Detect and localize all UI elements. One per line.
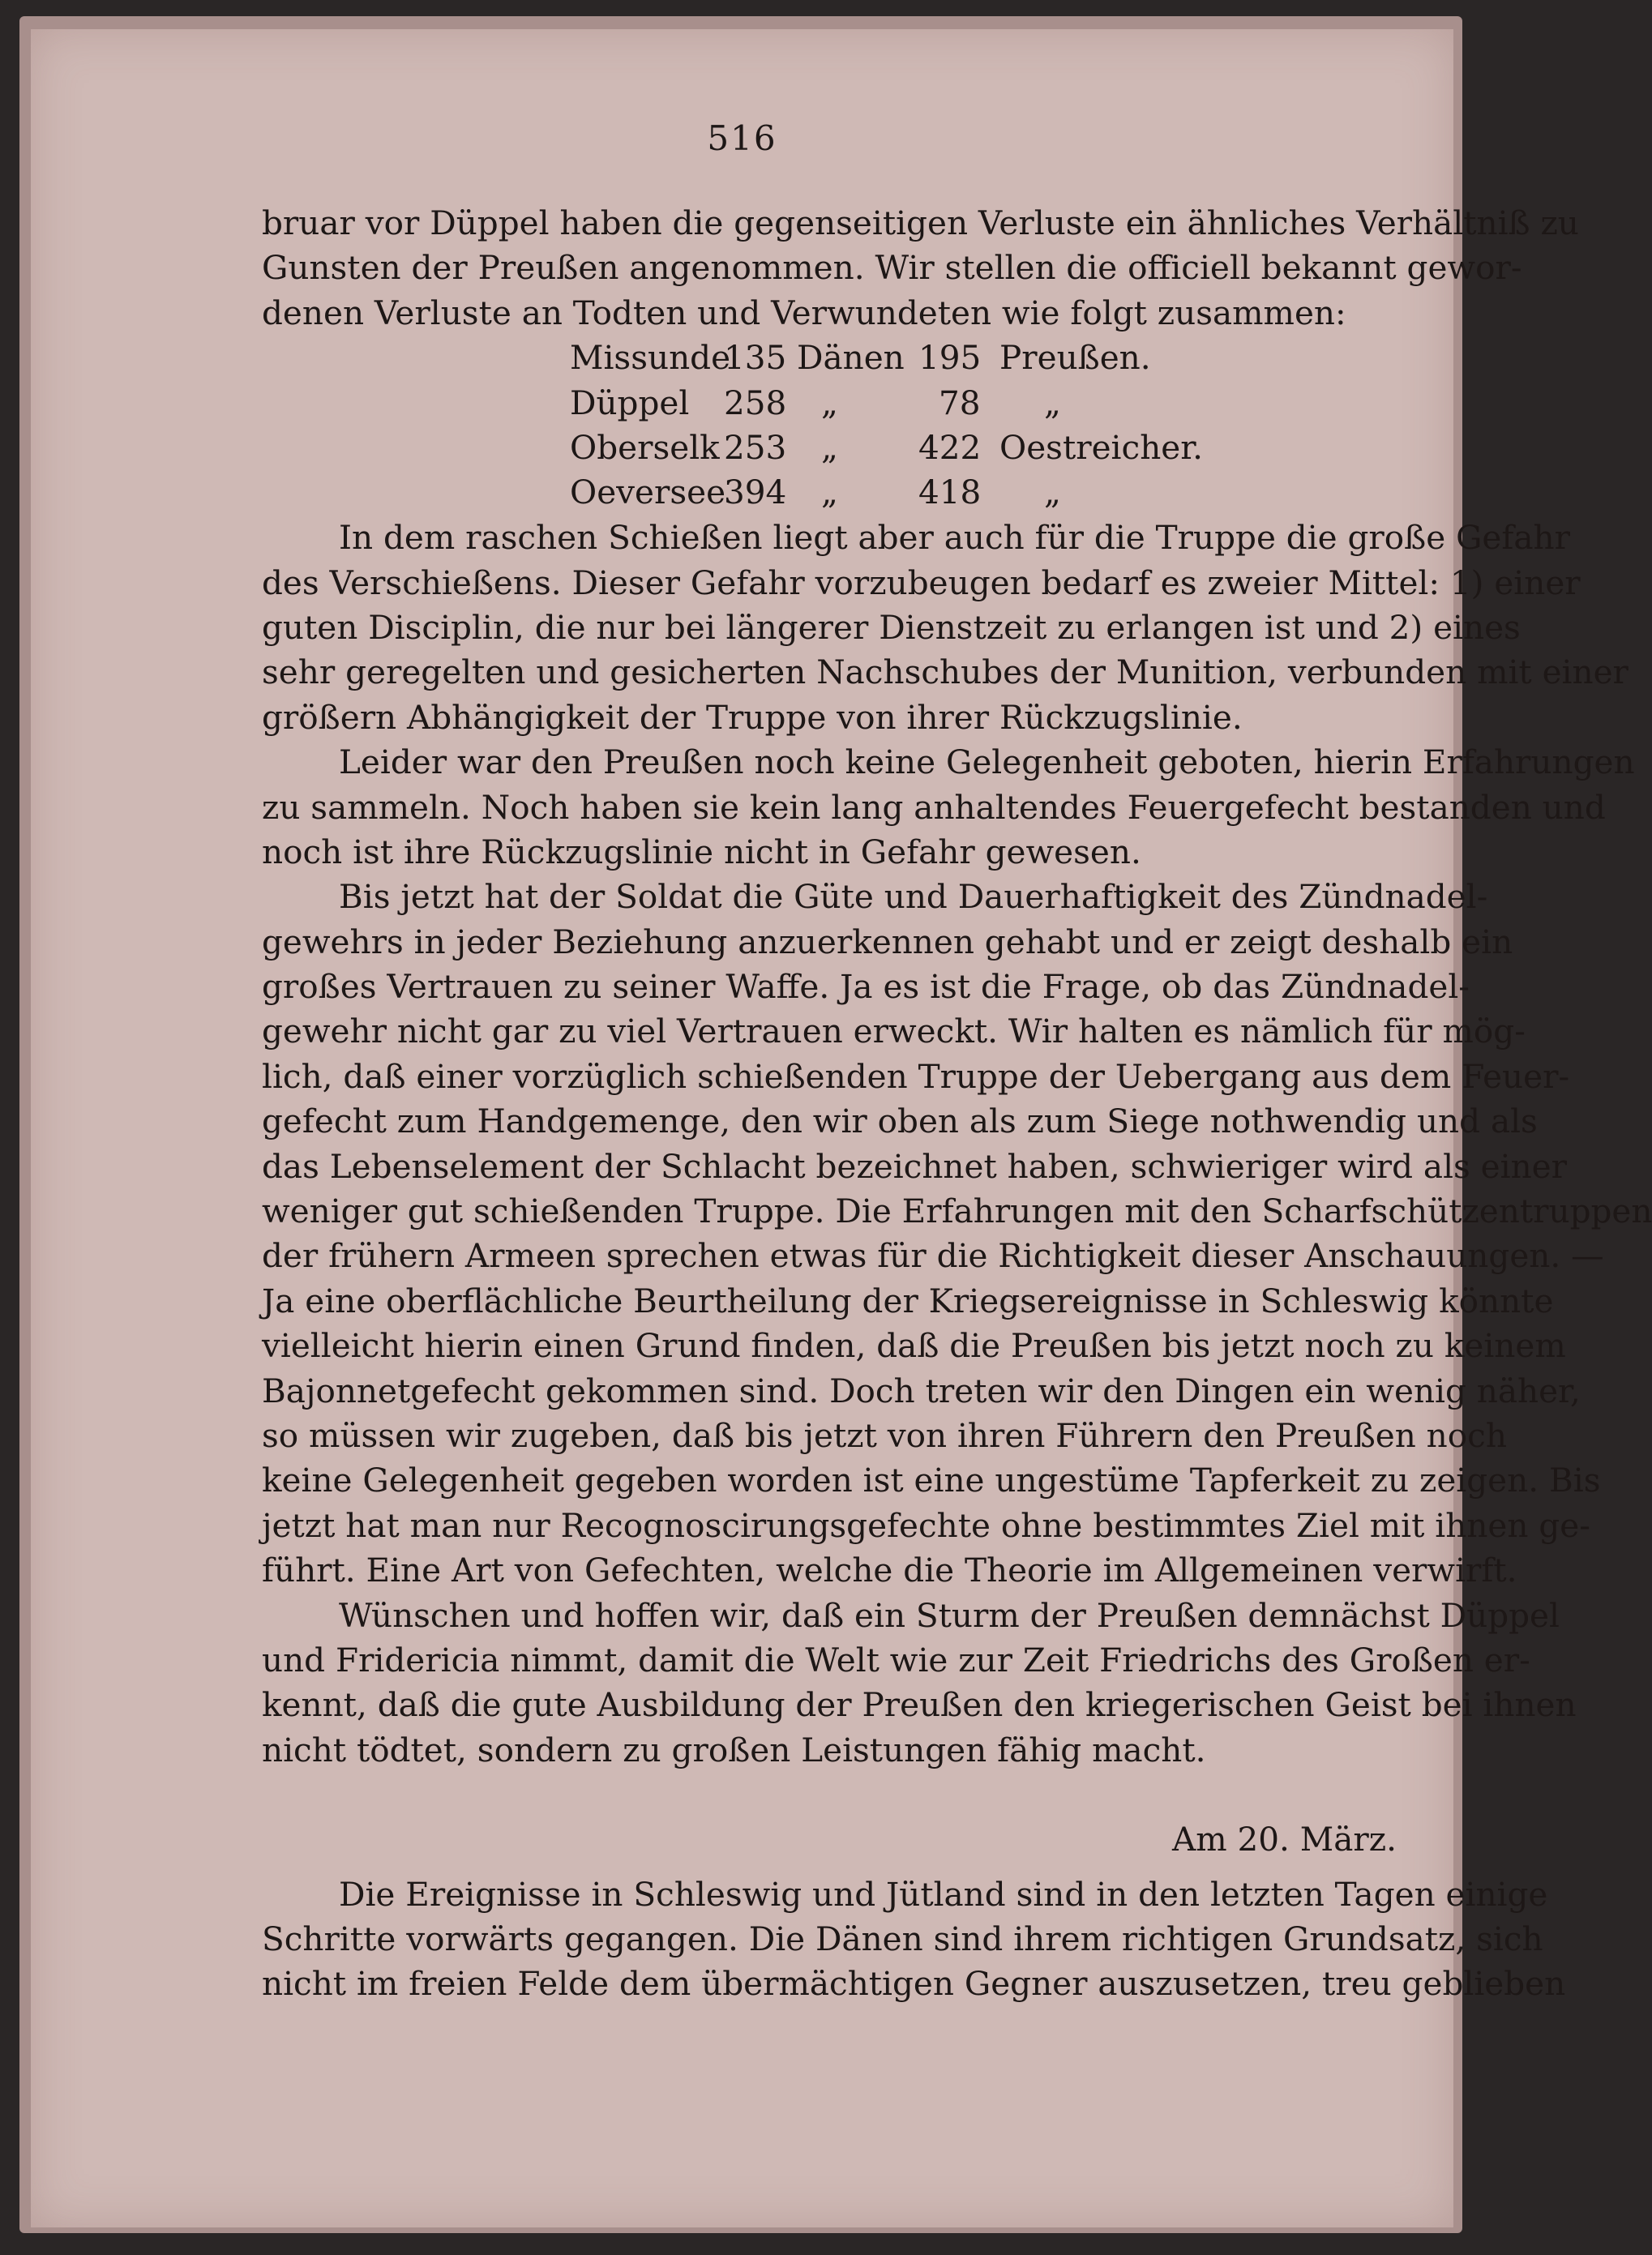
paragraph-2 [262,516,1628,740]
ditto-mark: „ [1044,473,1061,512]
paragraph-3 [262,740,1635,875]
text-line: In dem raschen Schießen liegt aber auch für die Truppe die große Gefahr [339,518,1570,558]
text-line: der frühern Armeen sprechen etwas für die Richtigkeit dieser Anschauungen. — [262,1236,1604,1276]
text-line: zu sammeln. Noch haben sie kein lang anhaltendes Feuergefecht bestanden und [262,787,1606,827]
text-line: des Verschießens. Dieser Gefahr vorzubeugen bedarf es zweier Mittel: 1) einer [262,563,1581,602]
paragraph-5 [262,1594,1577,1774]
spacer [262,1773,1470,1817]
text-line: Bajonnetgefecht gekommen sind. Doch treten wir den Dingen ein wenig näher, [262,1371,1581,1410]
danes-count: 135 [724,338,787,378]
paragraph-1 [262,201,1579,336]
text-line: kennt, daß die gute Ausbildung der Preußen den kriegerischen Geist bei ihnen [262,1685,1577,1725]
text-line: Gunsten der Preußen angenommen. Wir stellen die officiell bekannt gewor- [262,248,1522,288]
other-count: 78 [939,383,981,422]
other-count: 422 [918,427,982,467]
other-count: 418 [918,473,982,512]
danes-count: 253 [724,427,787,467]
text-line: denen Verluste an Todten und Verwundeten wie folgt zusammen: [262,293,1346,332]
text-line: größern Abhängigkeit der Truppe von ihrer Rückzugslinie. [262,697,1243,737]
danes-label: Dänen [797,338,905,378]
dateline: Am 20. März. [1172,1820,1397,1859]
text-line: so müssen wir zugeben, daß bis jetzt von ihren Führern den Preußen noch [262,1415,1507,1455]
book-page [31,29,1652,2227]
danes-count: 258 [724,383,787,422]
place-cell: Oberselk [570,427,720,467]
text-line: großes Vertrauen zu seiner Waffe. Ja es ist die Frage, ob das Zündnadel- [262,967,1470,1007]
losses-table [262,336,1470,516]
ditto-mark: „ [821,427,838,467]
spacer [262,1863,1470,1872]
text-line: bruar vor Düppel haben die gegenseitigen Verluste ein ähnliches Verhältniß zu [262,203,1579,242]
text-line: nicht tödtet, sondern zu großen Leistungen fähig macht. [262,1730,1206,1769]
ditto-mark: „ [821,473,838,512]
text-line: guten Disciplin, die nur bei längerer Dienstzeit zu erlangen ist und 2) eines [262,607,1521,647]
other-label: Preußen. [999,338,1151,378]
text-line: Schritte vorwärts gegangen. Die Dänen sind ihrem richtigen Grundsatz, sich [262,1919,1543,1958]
paragraph-4 [262,875,1652,1593]
text-line: Bis jetzt hat der Soldat die Güte und Dauerhaftigkeit des Zündnadel- [339,877,1488,917]
ditto-mark: „ [821,383,838,422]
place-cell: Düppel [570,383,690,422]
text-line: das Lebenselement der Schlacht bezeichnet haben, schwieriger wird als einer [262,1146,1568,1186]
text-line: vielleicht hierin einen Grund finden, daß die Preußen bis jetzt noch zu keinem [262,1326,1566,1366]
text-line: weniger gut schießenden Truppe. Die Erfahrungen mit den Scharfschützentruppen [262,1192,1652,1231]
text-line: nicht im freien Felde dem übermächtigen Gegner auszusetzen, treu geblieben [262,1964,1566,2004]
text-line: führt. Eine Art von Gefechten, welche die Theorie im Allgemeinen verwirft. [262,1551,1517,1590]
paragraph-6 [262,1872,1566,2007]
text-line: und Fridericia nimmt, damit die Welt wie zur Zeit Friedrichs des Großen er- [262,1640,1530,1679]
text-line: sehr geregelten und gesicherten Nachschubes der Munition, verbunden mit einer [262,653,1628,692]
text-line: Die Ereignisse in Schleswig und Jütland sind in den letzten Tagen einige [339,1874,1548,1914]
ditto-mark: „ [1044,383,1061,422]
text-line: keine Gelegenheit gegeben worden ist eine ungestüme Tapferkeit zu zeigen. Bis [262,1461,1601,1500]
other-count: 195 [918,338,982,378]
text-line: jetzt hat man nur Recognoscirungsgefechte ohne bestimmtes Ziel mit ihnen ge- [262,1505,1590,1545]
page-number: 516 [707,118,777,158]
page-body [262,201,1652,2007]
text-line: lich, daß einer vorzüglich schießenden Truppe der Uebergang aus dem Feuer- [262,1056,1570,1096]
text-line: Ja eine oberflächliche Beurtheilung der Kriegsereignisse in Schleswig könnte [262,1281,1554,1320]
place-cell: Missunde [570,338,731,378]
other-label: Oestreicher. [999,427,1204,467]
text-line: Leider war den Preußen noch keine Gelegenheit geboten, hierin Erfahrungen [339,742,1635,782]
danes-count: 394 [724,473,787,512]
text-line: Wünschen und hoffen wir, daß ein Sturm der Preußen demnächst Düppel [339,1595,1560,1635]
text-line: noch ist ihre Rückzugslinie nicht in Gefahr gewesen. [262,832,1141,871]
place-cell: Oeversee [570,473,726,512]
text-line: gewehr nicht gar zu viel Vertrauen erweckt. Wir halten es nämlich für mög- [262,1012,1526,1051]
text-line: gewehrs in jeder Beziehung anzuerkennen gehabt und er zeigt deshalb ein [262,922,1513,961]
text-line: gefecht zum Handgemenge, den wir oben als zum Siege nothwendig und als [262,1102,1538,1141]
